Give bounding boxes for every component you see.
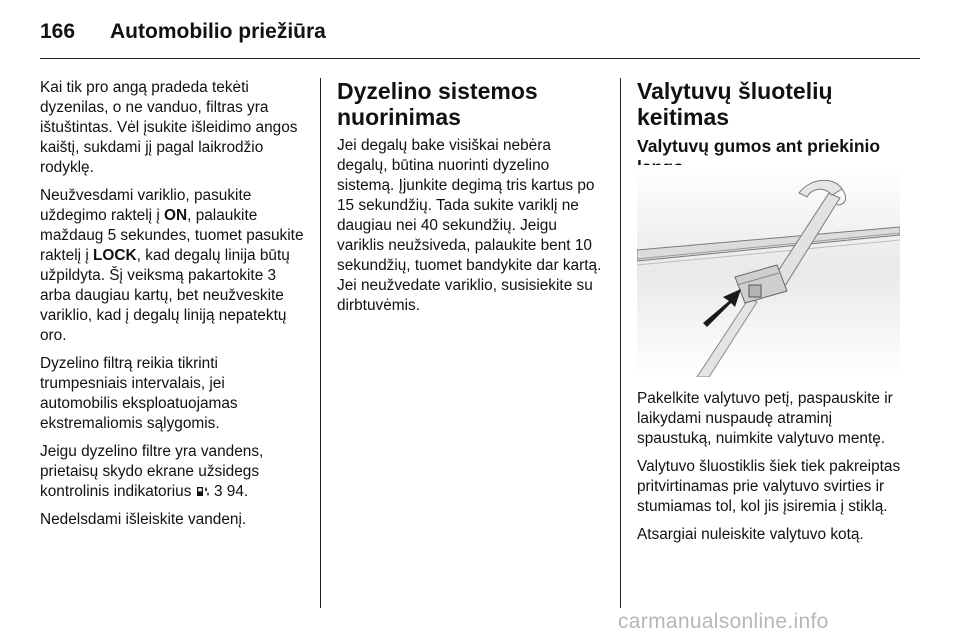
text-run: , palaukite maždaug 5 sekundes, tuomet pasukite raktelį į bbox=[40, 207, 304, 264]
key-position-on: ON bbox=[164, 207, 188, 224]
section-heading: Valytuvų šluotelių keitimas bbox=[637, 78, 833, 130]
section-heading: Dyzelino sistemos nuorinimas bbox=[337, 78, 538, 130]
paragraph bbox=[40, 442, 305, 502]
page-number: 166 bbox=[40, 20, 76, 43]
text-run: Neužvesdami variklio, pasukite uždegimo raktelį į bbox=[40, 187, 252, 224]
key-position-lock: LOCK bbox=[93, 247, 137, 264]
paragraph: Atsargiai nuleiskite valytuvo kotą. bbox=[637, 526, 864, 543]
paragraph: Jei degalų bake visiškai nebėra degalų, būtina nuorinti dyzelino sistemą. Įjunkite degimą tris kartus po 15 sekundžių. Tada sukite variklį ne daugiau nei 40 sekundžių. Jeigu variklis neužsiveda, palaukite bent 10 sekundžių, tuomet bandykite dar kartą. Jei neužvedate variklio, susisiekite su dirbtuvėmis. bbox=[337, 137, 602, 314]
wiper-blade-illustration bbox=[637, 165, 900, 377]
text-run: Jeigu dyzelino filtre yra vandens, prietaisų skydo ekrane užsidegs kontrolinis indikatorius bbox=[40, 443, 264, 500]
paragraph: Dyzelino filtrą reikia tikrinti trumpesniais intervalais, jei automobilis eksploatuojamas ekstremaliomis sąlygomis. bbox=[40, 355, 238, 432]
column-1 bbox=[40, 78, 305, 538]
paragraph: Valytuvo šluostiklis šiek tiek pakreiptas pritvirtinamas prie valytuvo svirties ir stumiamas tol, kol jis įsiremia į stiklą. bbox=[637, 458, 901, 515]
paragraph: Kai tik pro angą pradeda tekėti dyzenilas, o ne vanduo, filtras yra ištuštintas. Vėl įsukite išleidimo angos kaištį, sukdami jį pagal laikrodžio rodyklę. bbox=[40, 79, 298, 176]
text-run: , kad degalų linija būtų užpildyta. Šį veiksmą pakartokite 3 arba daugiau kartų, bet neužveskite variklio, kad į degalų liniją nepatektų oro. bbox=[40, 247, 290, 344]
header-divider bbox=[40, 58, 920, 59]
paragraph: Nedelsdami išleiskite vandenį. bbox=[40, 511, 247, 528]
paragraph bbox=[40, 186, 305, 346]
page-title: Automobilio priežiūra bbox=[110, 20, 326, 43]
page-header bbox=[40, 20, 920, 48]
column-3-body bbox=[637, 389, 907, 553]
sub-heading: Valytuvų gumos ant priekinio bbox=[637, 136, 881, 156]
column-divider-2 bbox=[620, 78, 621, 608]
page-reference: 3 94. bbox=[213, 483, 249, 500]
paragraph: Pakelkite valytuvo petį, paspauskite ir laikydami nuspaudę atraminį spaustuką, nuimkite valytuvo mentę. bbox=[637, 390, 893, 447]
column-divider-1 bbox=[320, 78, 321, 608]
watermark: carmanualsonline.info bbox=[618, 610, 829, 633]
water-in-fuel-icon bbox=[196, 485, 210, 498]
column-2 bbox=[337, 78, 605, 324]
